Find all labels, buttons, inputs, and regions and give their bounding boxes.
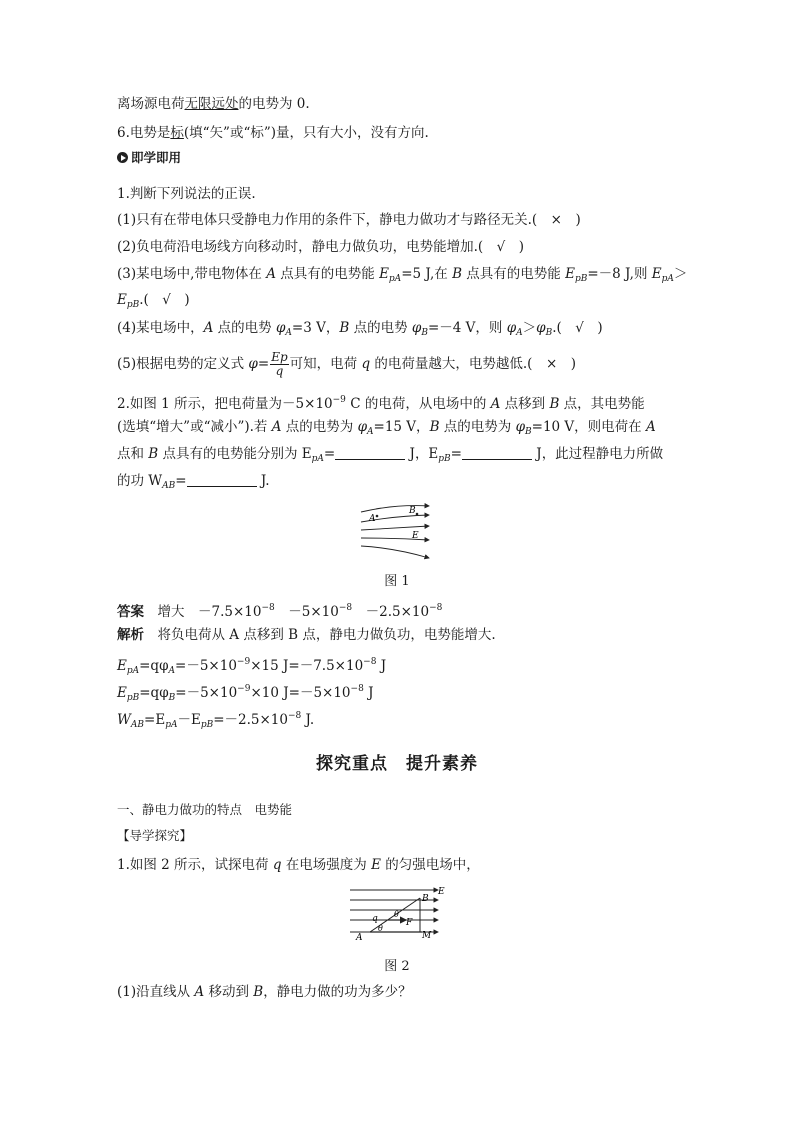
text: 6.电势是 [117, 125, 171, 141]
fig1-label-b: B [409, 506, 416, 516]
text: = [323, 446, 336, 462]
q1-statement-3-cont [117, 290, 190, 315]
text: 的功 W [117, 473, 163, 489]
figure-2-uniform-field [348, 884, 448, 946]
superscript: −9 [237, 684, 251, 694]
text: －E [177, 712, 201, 728]
fig2-label-f: F [406, 918, 413, 928]
var: A [203, 320, 214, 336]
text: =－5×10 [175, 658, 237, 674]
answer-value: －7.5×10 [198, 604, 262, 620]
text: (5)根据电势的定义式 [117, 356, 249, 372]
fraction [270, 351, 288, 378]
subscript: pB [126, 693, 140, 703]
intro-line-2 [117, 123, 429, 143]
var: E [117, 292, 127, 308]
subscript: A [367, 427, 374, 437]
var: A [266, 266, 276, 282]
var: q [361, 356, 371, 372]
q1-statement-4 [117, 318, 603, 343]
text: (填“矢”或“标”)量，只有大小，没有方向. [183, 125, 429, 141]
subscript: pB [574, 274, 588, 284]
q2-line-3 [117, 444, 663, 469]
figure-1-field-lines [355, 500, 435, 562]
var: E [371, 857, 381, 873]
answer-underlined: 标 [170, 125, 184, 141]
superscript: −9 [332, 395, 346, 405]
subscript: A [168, 666, 176, 676]
answer-underlined: 无限远处 [184, 96, 239, 112]
text: J. [256, 473, 270, 489]
answer-value: －2.5×10 [365, 604, 430, 620]
text: ＞ [522, 320, 537, 336]
superscript: −8 [287, 711, 302, 721]
var: φ [357, 419, 368, 435]
var: φ [506, 320, 517, 336]
text: =E [144, 712, 166, 728]
text: =15 V， [373, 419, 430, 435]
var: B [429, 419, 440, 435]
fraction-numerator: Ep [271, 350, 288, 364]
answer-line [117, 598, 442, 622]
var: E [651, 266, 662, 282]
text: (1)沿直线从 [117, 984, 195, 1000]
text: C 的电荷，从电场中的 [345, 396, 491, 412]
text: J [376, 658, 387, 674]
var: E [565, 266, 575, 282]
text: J [363, 685, 374, 701]
answer-label: 答案 [117, 604, 144, 620]
play-circle-icon [117, 152, 128, 163]
q1-statement-3 [117, 264, 687, 289]
text: 点的电势 [213, 320, 276, 336]
answer-value: －5×10 [288, 604, 339, 620]
part1-title: 一、静电力做功的特点 电势能 [117, 802, 293, 817]
var: φ [248, 356, 258, 372]
var: B [452, 266, 463, 282]
text: 点的电势为 [281, 419, 358, 435]
subscript: pA [126, 666, 140, 676]
var: B [549, 396, 560, 412]
superscript: −8 [261, 603, 275, 613]
fig1-label-e: E [412, 531, 419, 541]
var: E [379, 266, 389, 282]
text: ＞ [673, 266, 688, 282]
subscript: pA [165, 720, 178, 730]
text: 可知，电荷 [289, 356, 362, 372]
superscript: −8 [429, 603, 443, 613]
var: B [339, 320, 350, 336]
text: =10 V，则电荷在 [531, 419, 646, 435]
var: B [253, 984, 264, 1000]
subscript: A [516, 328, 523, 338]
text: ×15 J=－7.5×10 [250, 658, 364, 674]
text: 点和 [117, 446, 149, 462]
text: 1.如图 2 所示，试探电荷 [117, 857, 273, 873]
text: = [450, 446, 462, 462]
text: = [175, 473, 187, 489]
q1-statement-1: (1)只有在带电体只受静电力作用的条件下，静电力做功才与路径无关.( × ) [117, 212, 581, 228]
text: (3)某电场中,带电物体在 [117, 266, 267, 282]
text: =qφ [139, 685, 169, 701]
subscript: AB [130, 720, 145, 730]
subscript: B [545, 328, 553, 338]
text: = [257, 356, 270, 372]
answer-value: 增大 [157, 604, 185, 620]
var: B [148, 446, 159, 462]
analysis-eq-1 [117, 652, 386, 681]
text: =3 V， [291, 320, 340, 336]
text: =－5×10 [175, 685, 238, 701]
text: 在电场强度为 [281, 857, 372, 873]
text: 点具有的电势能 [462, 266, 566, 282]
var: A [645, 419, 656, 435]
text: (选填“增大”或“减小”).若 [117, 419, 272, 435]
part1-guide: 【导学探究】 [117, 828, 193, 843]
text: 的匀强电场中， [380, 857, 480, 873]
intro-line-1 [117, 94, 310, 114]
fig1-label-a: A [369, 514, 376, 524]
text: 的电势为 0. [238, 96, 310, 112]
text: =－8 J,则 [587, 266, 652, 282]
answer-blank[interactable] [335, 445, 405, 460]
subscript: pB [126, 300, 140, 310]
var: φ [515, 419, 526, 435]
section-heading: 探究重点 提升素养 [316, 754, 478, 774]
var: E [117, 685, 127, 701]
fig2-label-q: q [372, 914, 378, 924]
subscript: pA [661, 274, 674, 284]
text: 2.如图 1 所示，把电荷量为－5×10 [117, 396, 333, 412]
q2-line-4 [117, 471, 270, 496]
q2-line-1 [117, 390, 645, 414]
text: 的电荷量越大，电势越低.( × ) [370, 356, 577, 372]
text: J，此过程静电力所做 [531, 446, 664, 462]
fig2-label-theta-lower: θ [378, 924, 383, 933]
subscript: AB [162, 481, 176, 491]
var: W [117, 712, 131, 728]
subscript: A [285, 328, 292, 338]
fig2-label-e: E [438, 887, 445, 897]
var: q [272, 857, 282, 873]
var: φ [536, 320, 546, 336]
text: =－4 V，则 [427, 320, 507, 336]
q2-line-2 [117, 417, 656, 442]
subscript: pB [200, 720, 214, 730]
subscript: B [168, 693, 176, 703]
superscript: −8 [350, 684, 364, 694]
text: 点的电势为 [439, 419, 516, 435]
text: ×10 J=－5×10 [250, 685, 351, 701]
fraction-denominator: q [275, 364, 284, 378]
superscript: −8 [363, 657, 377, 667]
text: J，E [405, 446, 439, 462]
var: φ [275, 320, 286, 336]
fig2-label-m: M [422, 931, 432, 941]
text: 离场源电荷 [117, 96, 185, 112]
subscript: pA [311, 454, 324, 464]
answer-blank[interactable] [462, 445, 532, 460]
text: .( √ ) [552, 320, 603, 336]
section-quick-use [117, 148, 181, 168]
text: =5 J,在 [401, 266, 453, 282]
answer-blank[interactable] [187, 472, 257, 487]
text: J. [301, 712, 315, 728]
text: (4)某电场中， [117, 320, 204, 336]
section-label: 即学即用 [131, 150, 182, 165]
fig2-label-b: B [422, 894, 429, 904]
part1-question [117, 855, 480, 875]
text: 点具有的电势能分别为 E [158, 446, 312, 462]
fig2-label-a: A [356, 933, 363, 943]
text: 点，其电势能 [559, 396, 645, 412]
analysis-label: 解析 [117, 627, 144, 643]
text: 点移到 [500, 396, 550, 412]
figure-1-caption: 图 1 [384, 574, 410, 589]
analysis-text: 将负电荷从 A 点移到 B 点，静电力做负功，电势能增大. [157, 627, 496, 643]
fig2-label-theta-upper: θ [394, 910, 399, 919]
q1-title: 1.判断下列说法的正误. [117, 186, 256, 202]
text: 点的电势 [349, 320, 412, 336]
text: 点具有的电势能 [275, 266, 380, 282]
subscript: pA [388, 274, 402, 284]
var: A [271, 419, 282, 435]
figure-2-caption: 图 2 [384, 959, 410, 974]
text: =－2.5×10 [213, 712, 288, 728]
superscript: −8 [338, 603, 353, 613]
var: A [490, 396, 501, 412]
subscript: pB [438, 454, 451, 464]
text: .( √ ) [139, 292, 190, 308]
subscript: B [421, 328, 428, 338]
analysis-line [117, 625, 496, 645]
q1-statement-2: (2)负电荷沿电场线方向移动时，静电力做负功，电势能增加.( √ ) [117, 239, 525, 255]
analysis-eq-2 [117, 679, 374, 708]
part1-subquestion-1 [117, 982, 412, 1002]
var: φ [411, 320, 422, 336]
text: 移动到 [204, 984, 254, 1000]
var: A [194, 984, 205, 1000]
text: ，静电力做的功为多少？ [263, 984, 412, 1000]
var: E [117, 658, 127, 674]
analysis-eq-3 [117, 706, 314, 735]
text: =qφ [139, 658, 169, 674]
q1-statement-5 [117, 349, 576, 379]
subscript: B [525, 427, 532, 437]
superscript: −9 [236, 657, 251, 667]
